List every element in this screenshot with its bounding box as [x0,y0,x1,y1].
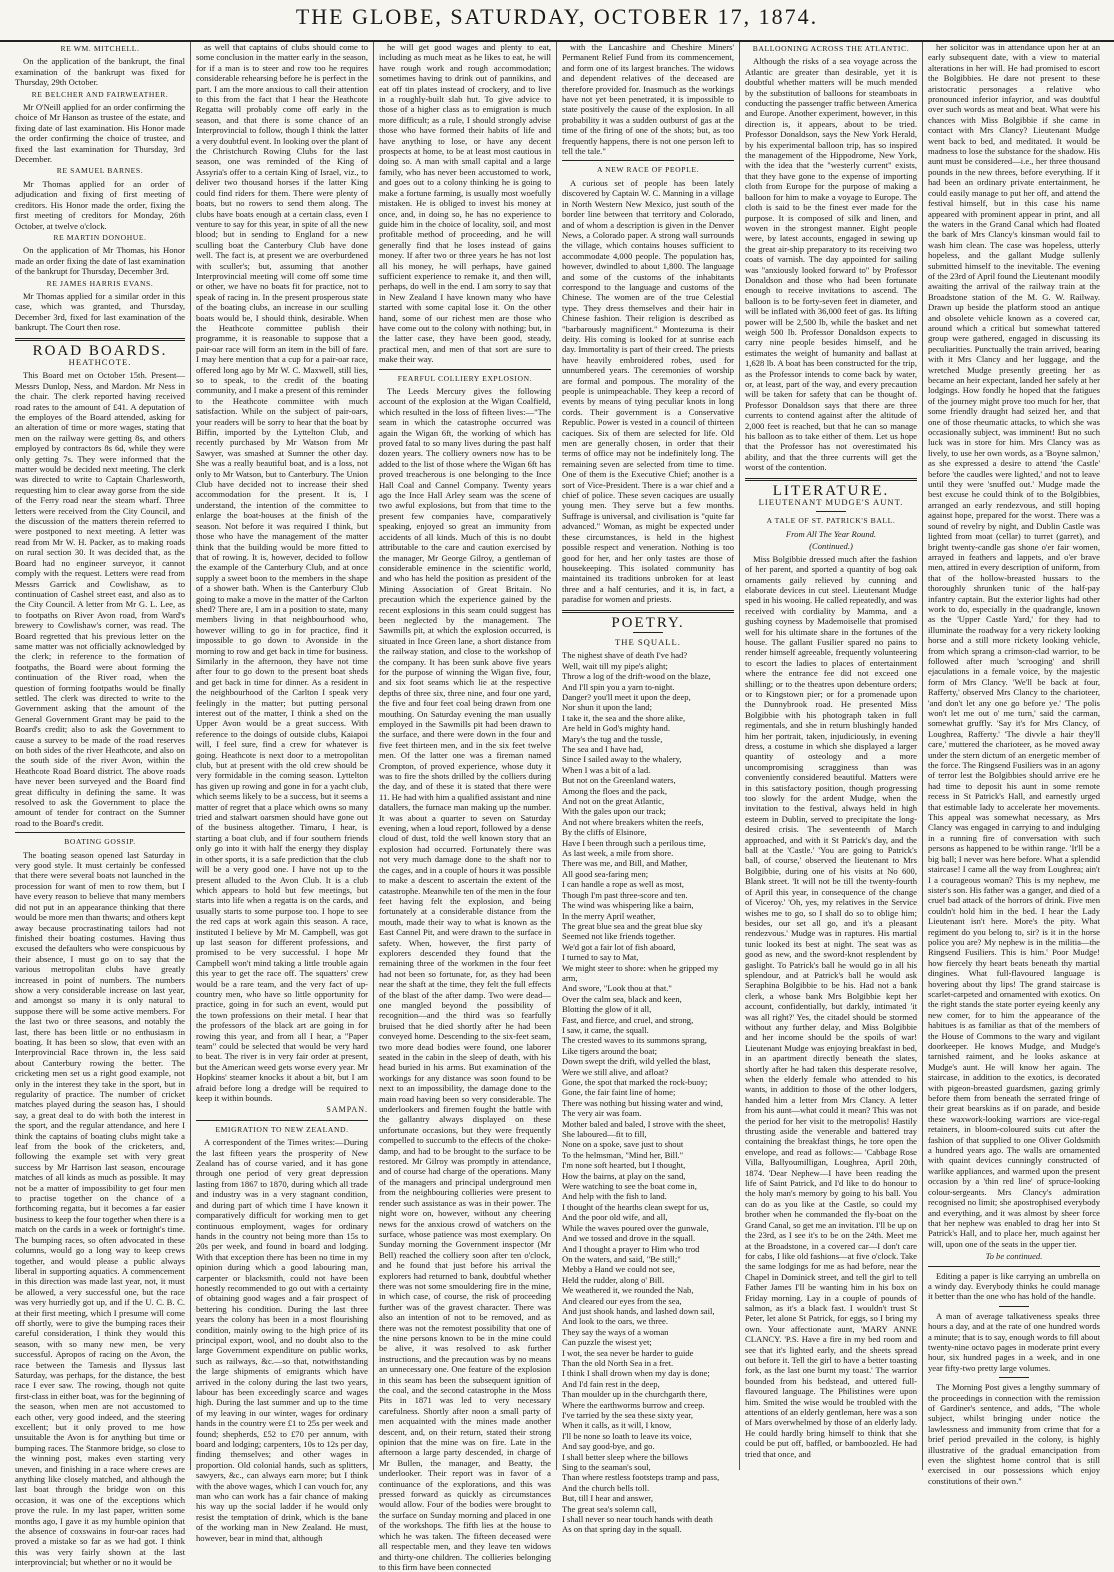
poem-line: Gone, the spot that marked the rock-buoy; [562,1077,708,1087]
continued-note: (Continued.) [809,541,853,552]
poem-line: I turned to say to Mat, [562,952,639,963]
divider [15,338,185,341]
poem-line: By the cliffs of Elsinore, [562,827,647,838]
section-heading: RE WM. MITCHELL. [60,44,140,53]
column-2 [190,42,373,1543]
poem-line: The wind was whispering like a bairn, [562,900,694,911]
paragraph: Editing a paper is like carrying an umbrella on a windy day. Everybody thinks he could manage it better than the one who has hold of the handle. [928,1270,1100,1302]
poem-line: As on that spring day in the squall. [562,1524,682,1535]
column-6 [922,42,1105,1486]
poem-line: Than where restless footsteps tramp and pass, [562,1472,720,1483]
column-1 [10,42,190,1568]
divider [745,478,917,481]
poem-line: There was nothing but hissing water and wind, [562,1097,723,1108]
poem-line: Mary's the tug and the tussle, [562,733,663,744]
poem-line: Sing to the seaman's soul, [562,1462,651,1473]
column-5 [739,42,922,1470]
columns [10,42,1106,1572]
poem-line: And I thought a prayer to Him who trod [562,1243,700,1254]
article-body: This Board met on October 15th. Present—Messrs Dunlop, Ness, and Mardon. Mr Ness in the chair. The clerk reported having received road rates to the amount of £41. A deputation of the employes of the Board attended, asking for an alteration of time or more wages, stating that men on the railway were getting 8s, and others employed by contractors 8s 6d, while they were only getting 7s. They were informed that the matter would be decided next meeting. The clerk was directed to write to Captain Charlesworth, requesting him to clear away gorse from the side of the Ferry road near the steam wharf. Three letters were received from the City Council, and the discussion of the matters therein referred to were postponed to next meeting. A letter was read from Mr W. H. Packer, as to making roads on rural section 30. It was decided that, as the Board had no engineer surveyor, it cannot comply with the request. Letters were read from Messrs Garrick and Cowlishaw, as to continuation of Cashel street east, and also as to the City Council. A letter from Mr G. L. Lee, as to footpaths on River Avon road, from Ward's brewery to Cowlishaw's corner, was read. The Board regretted that his previous letter on the same matter was not officially acknowledged by the clerk; in reference to the formation of footpaths, the Board were about forming the continuation of the River road, when the question of forming footpaths would be finally settled. The clerk was directed to write to the Government asking that the amount of the General Government Grant may be paid to the Board's credit; also to ask the Government to cause a survey to be made of the road reserves on both sides of the river Heathcote, and also on the south side of the river Avon, within the Heathcote Road Board district. The above roads have never been surveyed and the Board find great difficulty in defining the same. It was resolved to ask the Government to place the amount of tender for contract on the Sumner road to the Board's credit. [15,370,185,828]
poem-line: To the helmsman, "Mind her, Bill." [562,1149,684,1160]
poem-line: Gone, the fair faint line of home; [562,1087,676,1098]
poem-line: And I'll spin you a yarn to-night. [562,681,675,692]
poem-line: But not on the Greenland waters, [562,775,676,786]
article-body: The boating season opened last Saturday in very good style. It must certainly be confessed that there were several boats not launched in the procession for want of men to row them, but I have every reason to believe that many members did not put in an appearance thinking that there would be more men than thwarts; and others kept away because procrastinating tailors had not finished their boating costumes. Having thus excused the defaulters who were conspicuous by their absence, I must go on to say that the various metropolitan clubs have greatly increased in point of numbers. The numbers show a very considerable increase on last year, and amongst so many it is only natural to suppose there will be some active members. For the last two or three seasons, and notably the last, there has been little or no enthusiasm in boating. It has been so slow, that even with an Interprovincial Race thrown in, the less said about Canterbury rowing the better. The cricketing men set us a right good example, not only in the interest they take in the sport, but in regularity of practice. The number of cricket matches played during the season has, I should say, a great deal to do with both the interest in the sport, and the regular attendance, and here I think the captains of boating clubs might take a leaf from the book of the cricketers, and, following the example set with very great success by Mr Harrison last season, encourage matches of all kinds as much as possible. It may not be a matter of impossibility to get four men to practise together on the chance of a forthcoming regatta, but it becomes a far easier business to keep the four together when there is a match on the cards in a week or fortnight's time. The bumping races, so often advocated in these columns, would go a long way to keep crews together, and would please a public always liberal in supporting aquatics. A commencement in this direction was made last year, not, it must be allowed, a very successful one, but the race was very hurriedly got up, and if the U. C. B. C. at their first meeting, which I presume will come off shortly, were to give the bumping races their careful consideration, I think they would this season, with so many new men, be very successful. Apropos of racing on the Avon, the race between the Tamesis and Ilyssus last Saturday, was perhaps, for the distance, the best race I ever saw. The rowing, though not quite first-class in either boat, was for the beginning of the season, when men are not accustomed to each other, very good indeed, and the steering excellent; but it only proved to me how unsuitable the Avon is for anything but time or bumping races. The Stanmore bridge, so close to the winning post, makes even starting very uneven, and finishing in a race where crews are anything like closely matched, and although the last boat through the bridge won on this occasion, it was one of the exceptions which prove the rule. In my last paper, written some months ago, I gave it as my humble opinion that the absence of coxswains in four-oar races had proved a mistake so far as we had got. I think this was very fairly shown at the last interprovincial; but whether or no it would be [15,849,185,1568]
poem-line: And I'd fain rest in the deep, [562,1378,660,1389]
poem-line: I thought of the hearths clean swept for us, [562,1201,709,1212]
section-title: POETRY. [611,614,685,631]
paragraph: The Morning Post gives a lengthy summary of the proceedings in connection with the remission of Gardiner's sentence, and adds, "The whole subject, whilst bringing under notice the lawlessness and immunity from crime that for a brief period prevailed in the colony, is highly illustrative of the gradual emancipation from even the slightest home control that is still exercised in our possessions which enjoy constitutions of their own." [928,1382,1100,1486]
poem-line: And the church bells toll. [562,1482,650,1493]
article-body: A curious set of people has been lately discovered by Captain W. C. Manning in a village in North Western New Mexico, just south of the border line between that territory and Colorado, and of whom a description is given in the Denver News, a Colorado paper. A strong wall surrounds the village, which contains houses sufficient to accommodate 4,000 people. The population has, however, dwindled to about 1,800. The language and some of the customs of the inhabitants correspond to the language and customs of the Chinese. The women are of the true Celestial type. They dress themselves and their hair in Chinese fashion. Their religion is described as "barbarously magnificent." Montezuma is their deity. His coming is looked for at sunrise each day. Immortality is part of their creed. The priests have heavily embroidered robes, used for unnumbered years. The ceremonies of worship are formal and pompous. The morality of the people is unimpeachable. They keep a record of events by means of tying peculiar knots in long cords. Their government is a Conservative Republic. Power is vested in a council of thirteen caciques. Six of them are selected for life. Old men are generally chosen, in order that their terms of office may not be indefinitely long. The remaining seven are selected from time to time. One of them is the Executive Chief; another is a sort of Vice-President. There is a war chief and a chief of police. These seven caciques are usually young men. They serve but a few months. Suffrage is universal, and civilisation is "quite far advanced." Woman, as might be expected under these circumstances, is held in the highest possible respect and veneration. Nothing is too good for her, and her only tastes are those of housekeeping. This isolated community has maintained its traditions unbroken for at least three and a half centuries, and it is, in fact, a paradise for women and priests. [562,177,734,605]
poem-line: With the gales upon our track; [562,806,666,817]
article-title: ROAD BOARDS. [32,342,168,359]
poem-line: Like tigers around the boat; [562,1045,657,1056]
poem-line: And not on the great Atlantic, [562,796,665,807]
poem-line: Were we still alive, and afloat? [562,1066,669,1077]
poem-line: Are held in God's mighty hand. [562,723,671,734]
divider [816,511,846,512]
poem-line: How the bairns, at play on the sand, [562,1170,686,1181]
poem-line: We'd got a fair lot of fish aboard, [562,941,676,952]
divider [999,1306,1029,1307]
paragraph: Mr Thomas applied for a similar order in this case, which was granted, and Thursday, December 3rd, fixed for last examination of the bankrupt. The Court then rose. [15,290,185,333]
article-body: Although the risks of a sea voyage across the Atlantic are greater than desirable, yet it is doubtful whether matters will be much mended by the substitution of balloons for steamboats in conducting the passenger traffic between America and Europe. Another experiment, however, in this direction is, it appears, about to be tried. Professor Donaldson, says the New York Herald, by his experimental balloon trip, has so inspired the management of the Hippodrome, New York, with the idea that the "westerly current" exists, that they have gone to the expense of importing cloth from Europe for the purpose of making a balloon for him to make a voyage to Europe. The cloth is said to be the finest ever made for the purpose. It is composed of silk and linen, and woven in the strongest manner. Eight people were, by latest accounts, engaged in sewing up the great air-ship preparatory to its receiving two coats of varnish. The day appointed for sailing was "anxiously looked forward to" by Professor Donaldson and those who had been fortunate enough to receive invitations to ascend. The balloon is to be forty-seven feet in diameter, and will be inflated with 36,000 feet of gas. Its lifting power will be 2,500 lb, while the basket and net weigh 500 lb. Professor Donaldson expects to carry nine people besides himself, and he estimates the weight of humanity and ballast at 1,628 lb. A boat has been constructed for the trip, as the Professor intends to come back by water, or, at least, part of the way, and every precaution will be taken for safety that can be thought of. Professor Donaldson says that there are three currents to contend against after the altitude of 2,000 feet is reached, but that he can so manage his balloon as to take either of them. Let us hope that the Professor has not overestimated his ability, and that the three currents will get the worst of the contention. [745,56,917,473]
article-title: BOATING GOSSIP. [64,837,136,847]
poem-line: Down swept the drift, wild yelled the blast, [562,1056,711,1067]
article-subtitle: A TALE OF ST. PATRICK'S BALL. [766,516,896,526]
divider [15,832,185,833]
article-title: FEARFUL COLLIERY EXPLOSION. [397,373,533,383]
poem-line: When I was a bit of a lad. [562,764,651,775]
divider [633,632,663,633]
poem-line: I can handle a rope as well as most, [562,879,684,890]
section-heading: RE BELCHER AND FAIRWEATHER. [31,89,169,99]
poem-line: While the waves poured over the gunwale, [562,1222,709,1233]
poem-line: Fast, and fierce, and cruel, and strong, [562,1014,694,1025]
section-heading: RE MARTIN DONOHUE. [53,232,147,242]
article-title: BALLOONING ACROSS THE ATLANTIC. [752,44,910,53]
poem-line: Though I'm past three-score and ten. [562,889,688,900]
poem-line: None on a spoke, save just to shout [562,1139,684,1150]
poem-line: Can puzzle the wisest yet; [562,1337,652,1348]
poem-line: In the merry April weather, [562,910,656,921]
section-heading: RE JAMES HARRIS EVANS. [46,278,154,288]
poem-line: The great blue sea and the great blue sky [562,920,703,931]
article-body: her solicitor was in attendance upon her at an early subsequent date, with a view to material alterations in her will. He had promised to escort the Bolgibbies. He dare not present to these aristocratic personages a relative who pronounced inferior infayrior, and was doubtful over such words as meat and beat. What were his chances with Miss Bolgibbie if she came in contact with Mrs Clancy? Lieutenant Mudge went back to bed, and meditated. It would be madness to lose the substance for the shadow. His aunt must be considered—i.e., her three thousand pounds in the new threes, before everything. If it had been an ordinary private entertainment, he could easily manage to put her off, and attend the festival himself, but in this case his name appeared with prominent appear in print, and all the waters in the Grand Canal which had floated the bark of Mrs Clancy's kinsman would fail to wash him clean. The case was hopeless, utterly hopeless, and the gallant Mudge sullenly submitted himself to the inevitable. The evening of the 23rd of April found the Lieutenant moodily awaiting the arrival of the railway train at the Broadstone station of the M. G. W. Railway. Drawn up beside the platform stood an antique and obsolete vehicle known as a covered car, around which a critical but somewhat tattered group were gathered, engaged in discussing its peculiarities. Punctually the train arrived, bearing with it Mrs Clancy and her luggage, and the wretched Mudge presently greeting her as became an heir expectant, landed her safely at her lodgings. How fondly he hoped that the fatigues of the journey might prove too much for her, that some friendly draught had seized her, and that one of those rheumatic attacks, to which she was occasionally subject, was imminent! But no such luck was in store for him. Mrs Clancy was as lively, to use her own words, as a 'Boyne salmon,' as she expressed a desire to attend 'the Castle' before 'the caudles were lighted,' and not to leave until they were 'snuffed out.' Mudge made the best excuse he could think of to the Bolgibbies, arranged an early rendezvous, and still hoping against hope, prepared for the worst. There was a sound of revelry by night, and Dublin Castle was lighted from moat (cellar) to turret (garret), and bright twenty-candle gas shone o'er fair women, arrayed in feathers and lappets, and o'er brave men, attired in every description of uniform, from that of the hollow-breasted hussars to the thoroughly shrunken tunic of the half-pay infantry captain. But the exterior lights had other work to do, especially in the quadrangle, known as the 'Upper Castle Yard,' for they had to illuminate the roadway for a very rickety looking horse and a still more rickety looking vehicle, from which sprang a crimson-clad warrior, to be followed after much 'scrooging' and shrill ejaculations in a female voice, by the majestic form of Mrs Clancy. 'We'll be back at four, Rafferty,' observed Mrs Clancy to the charioteer, 'and don't let any one go before ye.' 'The polis won't let me out o' me turn,' said the carman, somewhat gruffly. 'Say it's for Mrs Clancy, of Loughrea, Rafferty.' 'The divvle a hair they'll care,' muttered the charioteer, as he moved away under the stern dictum of an energetic member of the force. The Ringsend Fusiliers was in an agony of terror lest the Bolgibbies should arrive ere he had time to deposit his aunt in some remote recess in St Patrick's Hall, and earnestly urged that estimable lady to accelerate her movements. This appeal was somewhat necessary, as Mrs Clancy was engaged in carrying to and indulging in a running fire of conversation with such persons as happened to be within range. 'It'll be a big ball; I never was here before. What a splendid staircase! I came all the way from Loughrea; ain't I a courageous woman? This is my nephew, me sister's son. His father was a ganger, and died of a cruel bad attack of the horrors of drink. Five men couldn't hold him in the bed. I hear the Lady Lieutenant isn't here. More's the pity. What regiment do you belong to, sir? is it in the horse police you are? My nephew is in the militia—the Ringsend Fusiliers. This is him.' Poor Mudge! how fiercely thy heart beats beneath thy martial dingines. What full-flavoured language is hovering about thy lips! The grand staircase is scarlet-carpeted and ornamented with exotics. On the right stands the state porter eyeing keenly any new comer, for to him the appearance of the habitues is as familiar as that of the members of the House of Commons to the wary and vigilant doorkeeper. He knows Mudge, and Mudge's tarnished raiment, and he looks askance at Mudge's aunt. He will know her again. The staircase, in addition to the exotics, is decorated with pigeon-breasted guardsmen, gazing grimly before them from beneath the serrated fringe of their great bearskins as if on parade, and beside these waxwork-looking warriors are vice-regal retainers, in bloom-coloured suits cut after the fashion of that supplied to one Oliver Goldsmith a hundred years ago. The walls are ornamented with quaint devices cunningly constructed of warlike appliances, and warmed upon the present occasion by a 'thin red line' of spruce-looking colour-sergeants. Mrs Clancy's admiration recognised no limit; she apostrophised everybody and everything, and it was almost by sheer force that her nephew was enabled to drag her into St Patrick's Hall, and to place her, much against her will, upon one of the seats in the upper tier. [928,42,1100,1249]
poem-line: Held the rudder, along o' Bill. [562,1274,665,1285]
poem-line: Seemed not like friends together. [562,931,676,942]
poem-line: And the poor old wife, and all, [562,1212,668,1223]
paragraph: Mr Thomas applied for an order of adjudication and fixing of first meeting of creditors. His Honor made the order, fixing the first meeting of creditors for Monday, 26th October, at twelve o'clock. [15,178,185,231]
poem-line: The nighest shave of death I've had? [562,650,688,661]
poem-line: Since I sailed away to the whalery, [562,754,682,765]
poem-line: I saw, it came, the squall. [562,1024,649,1035]
poem-line: The very air was foam. [562,1108,642,1119]
article-subtitle: HEATHCOTE. [68,356,132,367]
poem-line: I shall never so near touch hands with death [562,1514,713,1525]
poem-line: And cleared our eyes from the sea, [562,1295,682,1306]
poem-line: Have I been through such a perilous time, [562,837,706,848]
divider [196,1120,368,1121]
poem-line: Blotting the glow of it all, [562,1004,652,1015]
poem-line: On the waters, and said, "Be still;" [562,1253,681,1264]
poem-line: I've tarried by the sea these sixty year, [562,1410,694,1420]
poem-line: The great sea's solemn call, [562,1503,657,1514]
poem-line: Where the earthworms burrow and creep. [562,1399,705,1410]
divider [379,369,551,370]
poem-line: Mebby a Hand we could not see, [562,1264,675,1275]
masthead: THE GLOBE, SATURDAY, OCTOBER 17, 1874. [0,0,1114,42]
poem-body [562,650,734,1535]
poem-line: And say good-bye, and go. [562,1441,655,1452]
column-3 [373,42,556,1572]
poem-line: They say the ways of a woman [562,1326,669,1337]
poem-line: There was me, and Bill, and Mather, [562,858,688,869]
poem-line: Well, wait till my pipe's alight; [562,660,668,671]
poem-line: Than the old North Sea in a fret. [562,1357,674,1368]
article-title: EMIGRATION TO NEW ZEALAND. [215,1124,349,1134]
poem-line: Over the calm sea, black and keen, [562,993,682,1004]
poem-line: I wot, the sea never be harder to guide [562,1347,694,1358]
poem-line: We might steer to shore: when he gripped my arm, [562,962,719,983]
article-signature: SAMPAN. [326,1105,368,1115]
poem-line: I shall better sleep where the billows [562,1451,689,1462]
divider [928,1266,1100,1267]
poem-line: Mother baled and baled, I strove with the sheet, [562,1118,726,1129]
poem-line: The sea and I have had, [562,744,644,754]
poem-line: I'll be none so loath to leave its voice, [562,1430,692,1441]
poem-line: And we tossed and drove in the squall. [562,1233,696,1244]
column-4 [556,42,739,1535]
poem-line: And swore, "Look thou at that." [562,983,672,994]
divider [999,1377,1029,1378]
poem-line: I'm none soft hearted, but I thought, [562,1160,686,1171]
article-body: Miss Bolgibbie dressed much after the fashion of her parent, and sported a quantity of bog oak ornaments gaily relieved by cunning and elaborate devices in cut steel. Lieutenant Mudge sped in his wooing. He called repeatedly, and was received with cordiality by Mamma, and a gushing coyness by Mademoiselle that promised well for his ultimate share in the fortunes of the house. The gallant Fusilier spared no pains to render himself agreeable, frequently volunteering to escort the ladies to places of entertainment where the entrance fee did not exceed one shilling; or to the theatres upon debenture orders; or to Kingstown pier; or for a promenade upon the Dunnybrook road. He presented Miss Bolgibbie with his photograph taken in full regimentals, and she in return blushingly handed him her portrait, taken, injudiciously, in evening dress, a costume in which she displayed a larger quantity of osteology and a more uncompromising scragginess than was conveniently considered beautiful. Matters were in this satisfactory position, though progressing too slowly for the ardent Mudge, when the invitation to the festival, always held in high esteem in Dublin, served to precipitate the long-desired crisis. The seventeenth of March approached, and with it St Patrick's day, and the ball at the 'Castle.' 'You are going to Patrick's ball, of course,' observed the lieutenant to Mrs Bolgibbie, during one of his visits at No 600, Blank street. 'It will not be till the twenty-fourth of April this year, in consequence of the change of Viceroy.' 'Oh, yes, my relatives in the Service wishes me to go, so I shall do so to oblige him; besides, our set all go, and it's a pleasant rendezvous.' Mudge was in raptures. His martial tunic looked its best at night. The seat was as good as new, and the sword-knot resplendent by gaslight. To Patrick's ball he would go in all his splendour, and at Patrick's ball he would ask Seraphina Bolgibbie to be his. Had not a bank clerk, a whose bank Mrs Bolgibbie kept her account, confidentially, but darkly, intimated 'it was all right?' Yes, the citadel should be stormed without any further delay, and Miss Bolgibbie and her income should be the spoils of war! Lieutenant Mudge was enjoying breakfast in bed, in an apartment directly beneath the slates, shortly after he had taken this desperate resolve, when the elderly female who attended to his wants, in addition to those of the other lodgers, handed him a letter from Mrs Clancy. A letter from his aunt—what could it mean? This was not the period for her visit to the metropolis! Hastily thrusting aside the venerable and battered tray containing the breakfast things, he tore open the envelope, and read as follows:— 'Cabbage Rose Villa, Ballyoumilligan, Loughrea, April 20th, 1874. 'Dear Nephew—I have been reading the life of Saint Patrick, and I'd like to do honour to the holy man's memory by going to his ball. You can do as you like at the Castle, so could my brother when he commanded the fly-boat on the Grand Canal, so get me an invitation. I'll be up on the 23rd, as I see it's to be on the 24th. Meet me at the Broadstone, in a covered car—I don't care for cabs, I like old fashions—at five o'clock. Take the same lodgings for me as had before, near the Chapel in Dominick street, and tell the girl to tell Father James I'll be wanting him in his box on Friday morning. Lay in a couple of pounds of salmon, as it's a black fast. I wouldn't trust St Peter, let alone St Patrick, for eggs, so I bring my own. Your affectionate aunt, 'MARY ANNE CLANCY. 'P.S. Have a fire in my bed room and see that it's lighted early, and the sheets spread out before it. Tell the girl to have a better toasting fork, as the last one burnt my toast.' The warrior bounded from his bedstead, and uttered full-flavoured language. The Philistines were upon him. Smited the wise would be troubled with the attentions of an elderly gentleman, here was a son of Mars overwhelmed by those of an elderly lady. He could hardly bring himself to think that she could be put off, baffled, or bamboozled. He had tried that once, and [745,553,917,1459]
poem-line: And not where breakers whiten the reefs, [562,816,704,827]
section-heading: RE SAMUEL BARNES. [56,166,144,176]
poem-line: Were watching to see the boat come in, [562,1181,697,1192]
poem-line: All good sea-faring men; [562,868,649,879]
poem-line: Danger? you'll meet it upon the deep, [562,691,691,702]
paragraph: A man of average talkativeness speaks three hours a day, and at the rate of one hundred words a minute; that is to say, enough words to fill about twenty-nine octavo pages in moderate print every hour, six hundred pages in a week, and in one year fifty-two pretty large volumes. [928,1310,1101,1373]
article-title: LIEUTENANT MUDGE'S AUNT. [758,497,904,508]
poem-line: I think I shall drown when my day is done; [562,1368,710,1379]
poem-line: And look to the oars, we three. [562,1316,668,1327]
divider [562,160,734,161]
article-body: A correspondent of the Times writes:—During the last fifteen years the prosperity of New Zealand has of course varied, and it has gone through one period of very great depression lasting from 1867 to 1870, during which all trade and industry was in a very stagnant condition, and during part of which time I have known it comparatively difficult for working men to get continuous employment, wages for ordinary hands in the country not being more than 15s to 20s per week, and found in board and lodging. With that exception there has been no time in my opinion during which a good labouring man, carpenter or blacksmith, could not have been honestly recommended to go out with a certainty of obtaining good wages and a fair prospect of bettering his condition. During the last three years the colony has been in a most flourishing condition, mainly owing to the high price of its principal export, wool, and no doubt also to the large Government expenditure on public works, such as railways, &c.—so that, notwithstanding the large shipments of emigrants which have arrived in the colony during the last two years, labour has been exceedingly scarce and wages high. During the last summer and up to the time of my leaving in our winter, wages for ordinary hands in the country were £1 to 25s per week and found; shepherds, £52 to £70 per annum, with board and lodging; carpenters, 10s to 12s per day, finding themselves; and other wages in proportion. Old colonial hands, such as splitters, sawyers, &c., can always earn more; but I think with the above wages, which I can vouch for, any man who can work has a fair chance of making his way up the social ladder if he would only resist the temptation of drink, which is the bane of the working man in New Zealand. He must, however, bear in mind that, although [196,1137,368,1543]
poem-line: And just shook hands, and lashed down sail, [562,1305,715,1316]
poem-line: I take it, the sea and the shore alike, [562,712,686,723]
poem-line: But, till I hear and answer, [562,1493,654,1504]
poem-line: Among the floes and the pack, [562,785,668,796]
poem-line: When it calls, as it will, I know, [562,1420,672,1431]
divider [562,610,734,613]
article-body: The Leeds Mercury gives the following account of the explosion at the Wigan Coalfield, which resulted in the loss of fifteen lives:—"The seam in which the catastrophe occurred was again the Wigan 6ft, the working of which has proved fatal to so many lives during the past half dozen years. The colliery owners now has to be added to the list of those where the Wigan 6ft has proved treacherous is one belonging to the Ince Hall Coal and Cannel Company. Twenty years ago the Ince Hall Arley seam was the scene of two awful explosions, but from that time to the present few companies have, comparatively speaking, enjoyed so great an immunity from accidents of all kinds. Much of this is no doubt attributable to the care and caution exercised by the manager, Mr George Gilroy, a gentleman of considerable eminence in the scientific world, and who has held the position as president of the Mining Association of Great Britain. No precaution which the experience gained by the recent explosions in this seam could suggest has been neglected by the management. The Sawmills pit, at which the explosion occurred, is situated in Ince Green lane, a short distance from the railway station, and close to the workshop of the company. It has been sunk above five years for the purpose of winning the Wigan five, four, and six foot seams which lie at the respective depths of three six, three nine, and four one yard, the five and four feet coal being drawn from one mouthing. On Saturday evening the man usually employed in the Sawmills pit had been drawn to the surface, and there were down in the four and five feet thirteen men, and in the six feet twelve men. Of the latter one was a fireman named Crompton, of proved experience, whose duty it was to fire the shots drilled by the colliers during the day, and of these it is stated that there were 11. He had with him a qualified assistant and nine datallers, the furnace man making up the number. It was about a quarter to seven on Saturday evening, when a loud report, followed by a dense cloud of dust, told the well known story that an explosion had occurred. Fortunately there was not very much damage done to the shaft nor to the cages, and in a couple of hours it was possible to make a descent to ascertain the extent of the catastrophe. Meanwhile ten of the men in the four feet having felt the explosion, and being fortunately at a considerable distance from the mouth, made their way to what is known as the East Cannel Pit, and were drawn to the surface in safety. When, however, the first party of explorers descended they found that the remaining three of the workmen in the four feet had not been so fortunate, for, as they had been near the shaft at the time, they felt the full effects of the blast of the after damp. Two were dead—one mangled beyond the possibility of recognition—and the third was so fearfully bruised that he died shortly after he had been conveyed home. Descending to the six-feet seam, two more dead bodies were found, one laborer seated in the cabin in the sleep of death, with his head buried in his arms. But examination of the workings for any distance was soon found to be next to an impossibility, the damage done to the main road having been so very considerable. The underlookers and firemen fought the battle with the gallantry always displayed on these unfortunate occasions, but they were frequently compelled to succumb to the effects of the choke-damp, and had to be brought to the surface to be restored. Mr Gilroy was promptly in attendance, and of course had charge of the operations. Many of the managers and principal underground men from the neighbouring collieries were present to render such assistance as was in their power. The night wore on, however, without any cheering news for the anxious crowd of watchers on the surface, whose patience was most exemplary. On Sunday morning the Government inspector (Mr Bell) reached the colliery soon after ten o'clock, and he found that just before his arrival the explorers had returned to bank, doubtful whether there was not some smouldering fire in the mine, in which case, of course, the risk of proceeding further was of the gravest character. There was also an intention of not to be removed, and as there was not the remotest possibility that one of the nine persons known to be in the mine could be alive, it was resolved to ask further instructions, and the precaution was by no means an unnecessary one. One feature of the explosion in this seam has been the subsequent ignition of the coal, and the second catastrophe in the Moss Pits in 1871 was led to very necessary carefulness. Shortly after noon a small party of men acquainted with the mines made another descent, and, on their return, stated their strong opinion that the mine was on fire. Late in the afternoon a large party descended, in charge of Mr Bullen, the manager, and Beatty, the underlooker. Their report was in favor of a continuance of the explorations, and this was pressed forward as quickly as circumstances would allow. Four of the bodies were brought to the surface on Sunday morning and placed in one of the workshops. The fifth lies at the house to which he was taken. The fifteen deceased were all respectable men, and they leave ten widows and thirty-one children. The collieries belonging to this firm have been connected [379,386,551,1572]
poem-line: The crested waves to its summons sprang, [562,1035,707,1046]
article-body: as well that captains of clubs should come to some conclusion in the matter early in the season, for if a man is to steer and row too he requires considerable rehearsing before he is perfect in the part. I am the more anxious to call their attention to this from the fact that I hear the Heathcote Regatta will probably come off early in the season, and that there is some chance of an Interprovincial to follow, though I think the latter a very doubtful event. In looking over the plant of the Christchurch Rowing Clubs for the last season, one was reminded of the King of Assyria's offer to a certain King of Israel, viz., to deliver two thousand horses if the latter King could find riders for them. There were plenty of boats, but no rowers to send them along. The clubs have boats enough at a certain class, even I venture to say for this year, in spite of all the new blood; but in sending to England for a new sculling boat the Canterbury Club have done well. The fact is, at present we are overburdened with sculler's; but, assuming that another Interprovincial meeting will come off some time or other, we have no boats fit for practice, not to speak of racing in. In the present prosperous state of the boating clubs, an increase in our sculling boats would be, I should think, desirable. When the Heathcote committee publish their programme, it is reasonable to suppose that a pair-oar race will form an item in the bill of fare. I may here mention that a cup for a pair-oar race, offered long ago by Mr W. C. Maxwell, still lies, so to speak, to the credit of the boating community, and I make a present of this reminder to the Heathcote committee with much satisfaction. While on the subject of pair-oars, your readers will be sorry to hear that the boat by Biffin, imported by the Lyttelton Club, and recently purchased by Mr Watson from Mr Sawyer, was smashed at Sumner the other day. She was a really beautiful boat, and is a loss, not only to Mr Watson, but to Canterbury. The Union Club have decided not to increase their shed accommodation for the present. It is, I understand, the intention of the committee to enlarge the boat-houses at the finish of the season. Not before it was required I think, but those who have the management of the matter think that the building would be more fitted to that of rowing. It is, however, decided to follow the example of the Canterbury Club, and at once supply a sweet boon to the members in the shape of a shower bath. When is the Canterbury Club going to make a move in the matter of the Carlton shed? There are, I am in a position to state, many members living in that neighbourhood who, however willing to go in for practice, find it impossible to go down to Avonside in the morning to row and get back in time for business. Similarly in the afternoon, they have not time after four to go down to the present boat sheds and get back in time for dinner. As a resident in the neighbourhood of the Carlton I speak very feelingly in the matter; but putting personal interest out of the matter, I think a shed on the Upper Avon would be a great success. With reference to the doings of outside clubs, Kaiapoi will, I feel sure, find a crew for whatever is going. Heathcote is next door to a metropolitan club, but at present with the old crew should be very formidable in the coming season. Lyttelton has given up rowing and gone in for a yacht club, which seems likely to be a success, but it seems a matter of regret that a place which owns so many tried and stalwart oarsmen should have gone out of the business altogether. Timaru, I hear, is starting a boat club, and if four southern friends only go into it with half the energy they display in other sports, it is a safe prediction that the club will be a very good one. I have not up to the present alluded to the Avon Club. It is a club which appears to hold but few meetings, but starts into life when a regatta is on the cards, and usually starts to some purpose too. I hope to see the red caps at work again this season. A race, instituted I believe by Mr M. Campbell, was got up last season for different professions, and promised to be very successful. I hope Mr Campbell won't mind taking a little trouble again this year to get the race off. The squatters' crew would be a rare team, and the very fact of up-country men, who have so little opportunity for practice, going in for such an event, would put the town professions on their metal. I hear that the professors of the black art are going in for rowing this year, and from all I hear, a "Paper team" could be selected that would be very hard to beat. The river is in very fair order at present, but the American weed gets worse every year. Mr Hopkins' steamer knocks it about a bit, but I am afraid before long a dredge will be required to keep it within bounds. [196,42,368,1104]
paragraph: On the application of the bankrupt, the final examination of the bankrupt was fixed for Thursday, 29th October. [15,56,185,88]
paragraph: Mr O'Neill applied for an order confirming the choice of Mr Hanson as trustee of the estate, and fixing date of last examination. His Honor made the order confirming the choice of trustee, and fixed the last examination for Thursday, 3rd December. [15,102,185,165]
paragraph: On the application of Mr Thomas, his Honor made an order fixing the date of last examination of the bankrupt for Thursday, December 3rd. [15,245,185,277]
article-body: with the Lancashire and Cheshire Miners' Permanent Relief Fund from its commencement, and form one of its largest branches. The widows and dependent relatives of the deceased are therefore provided for. Inasmuch as the workings have not yet been penetrated, it is impossible to state positively the cause of the explosion. In all probability it was a sudden outburst of gas at the time of the firing of one of the shots; but, as too frequently happens, there is not one person left to tell the tale." [562,42,734,157]
continued-note: To be continued. [985,1251,1043,1262]
section-title: LITERATURE. [772,482,890,499]
poem-line: And help with the fish to land. [562,1191,667,1202]
article-source: From All The Year Round. [785,528,877,539]
poem-line: Than moulder up in the churchgarth there, [562,1389,708,1400]
poem-line: We weathered it, we rounded the Nab, [562,1285,694,1296]
poem-title: THE SQUALL. [615,636,681,647]
poem-line: She laboured—fit to fill, [562,1129,647,1140]
article-title: A NEW RACE OF PEOPLE. [596,165,700,175]
article-body: he will get good wages and plenty to eat, including as much meat as he likes to eat, he will have rough work and rough accommodation; sometimes having to drink out of pannikins, and eat off tin plates instead of crockery, and to live in a roughly-built slab hut. To give advice to those of a higher class as to emigration is much more difficult; as a rule, I should strongly advise those who have formed their habits of life and have anything to lose, or have any decent prospects at home, to be at least most cautious in doing so. A man with small capital and a large family, who has never been accustomed to work, and goes out to a colony thinking he is going to make a fortune farming, is usually most woefully mistaken. He is obliged to invest his money at once, and, in doing so, he has no experience to guide him in the choice of locality, soil, and most profitable method of proceeding, and he will generally find that he loses instead of gains money. If after two or three years he has not lost all his money, he will perhaps, have gained sufficient experience to remake it, and then will, perhaps, do well in the end. I am sorry to say that in New Zealand I have known many who have started with some capital lose it. On the other hand, some of our richest men are those who have come out to the colony with nothing; but, in the latter case, they have been good, steady, practical men, and men of that sort are sure to make their way. [379,42,551,365]
poem-line: As last week, a mile from shore. [562,848,674,859]
poem-line: Nor shun it upon the land; [562,702,652,713]
poem-line: Throw a log of the drift-wood on the blaze, [562,671,711,682]
